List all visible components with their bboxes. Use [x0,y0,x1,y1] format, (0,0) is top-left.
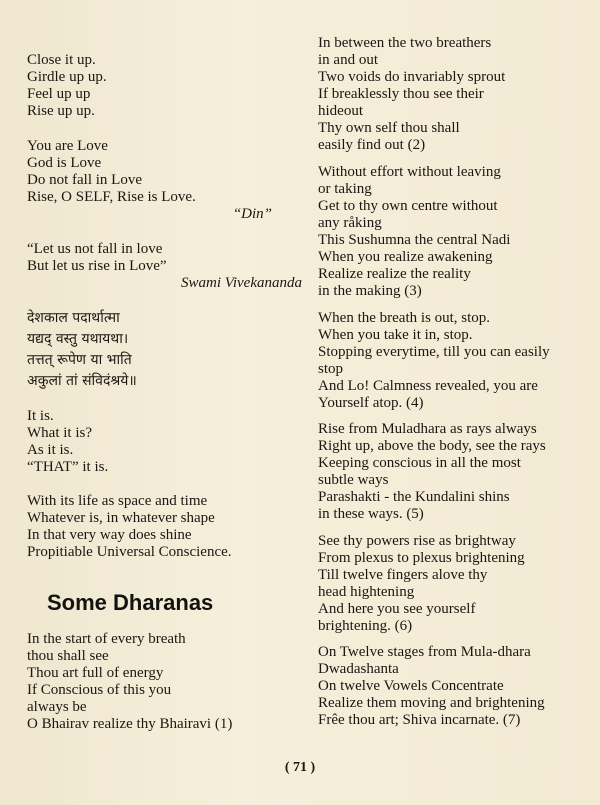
verse-line: any råking [318,215,382,231]
verse-line: Propitiable Universal Conscience. [27,544,232,560]
stanza-close-it-up [27,52,302,120]
verse-line: In the start of every breath [27,631,186,647]
verse-line: Rise, O SELF, Rise is Love. [27,189,196,205]
stanza-dharana-1 [27,631,302,733]
verse-line: Rise from Muladhara as rays always [318,421,537,437]
verse-line: Till twelve fingers alove thy [318,567,488,583]
verse-line: Girdle up up. [27,69,107,85]
verse-line: On Twelve stages from Mula-dhara [318,644,531,660]
verse-line: brightening. (6) [318,618,413,634]
verse-line: If Conscious of this you [27,682,172,698]
verse-line: in these ways. (5) [318,506,424,522]
verse-line: Stopping everytime, till you can easily [318,344,550,360]
verse-line: Get to thy own centre without [318,198,498,214]
verse-line: Frêe thou art; Shiva incarnate. (7) [318,712,521,728]
verse-line: Feel up up [27,86,91,102]
attribution-vivekananda: Swami Vivekananda [181,275,302,291]
section-heading: Some Dharanas [47,590,214,615]
verse-line: Rise up up. [27,103,95,119]
verse-line: But let us rise in Love” [27,258,167,274]
verse-line: And Lo! Calmness revealed, you are [318,378,538,394]
stanza-it-is [27,408,302,476]
stanza-dharana-5 [318,421,593,523]
verse-line: Two voids do invariably sprout [318,69,506,85]
verse-line: Close it up. [27,52,96,68]
verse-line: When the breath is out, stop. [318,310,491,326]
verse-line: What it is? [27,425,92,441]
verse-line: Without effort without leaving [318,164,501,180]
page-number: ( 71 ) [284,760,316,775]
verse-line: head hightening [318,584,415,600]
verse-line: When you take it in, stop. [318,327,473,343]
verse-line: Parashakti - the Kundalini shins [318,489,510,505]
verse-line: You are Love [27,138,108,154]
stanza-you-are-love [27,138,302,223]
stanza-dharana-6 [318,533,593,635]
verse-line: in the making (3) [318,283,422,299]
verse-line: hideout [318,103,363,119]
verse-line: or taking [318,181,372,197]
verse-line: Whatever is, in whatever shape [27,510,215,526]
verse-line: O Bhairav realize thy Bhairavi (1) [27,716,233,732]
verse-line: “Let us not fall in love [27,241,163,257]
stanza-dharana-7 [318,644,593,729]
sanskrit-line: यद्यद् वस्तु यथायथा। [27,331,129,347]
verse-line: Dwadashanta [318,661,399,677]
verse-line: Thy own self thou shall [318,120,460,136]
stanza-dharana-3 [318,164,593,300]
stanza-dharana-2 [318,35,593,154]
stanza-vivekananda-quote [27,241,302,292]
verse-line: thou shall see [27,648,109,664]
verse-line: Yourself atop. (4) [318,395,424,411]
verse-line: subtle ways [318,472,389,488]
verse-line: “THAT” it is. [27,459,109,475]
verse-line: In between the two breathers [318,35,492,51]
verse-line: When you realize awakening [318,249,493,265]
verse-line: easily find out (2) [318,137,426,153]
verse-line: As it is. [27,442,74,458]
stanza-life-as-space [27,493,302,561]
verse-line: Do not fall in Love [27,172,142,188]
verse-line: Right up, above the body, see the rays [318,438,546,454]
stanza-sanskrit [27,308,302,392]
attribution-din: “Din” [232,206,272,222]
verse-line: And here you see yourself [318,601,476,617]
verse-line: If breaklessly thou see their [318,86,484,102]
verse-line: On twelve Vowels Concentrate [318,678,504,694]
verse-line: Keeping conscious in all the most [318,455,521,471]
verse-line: Realize realize the reality [318,266,471,282]
verse-line: Realize them moving and brightening [318,695,545,711]
verse-line: Thou art full of energy [27,665,164,681]
sanskrit-line: तत्तत् रूपेण या भाति [27,352,132,368]
stanza-dharana-4 [318,310,593,412]
verse-line: in and out [318,52,378,68]
verse-line: See thy powers rise as brightway [318,533,516,549]
sanskrit-line: देशकाल पदार्थात्मा [27,310,120,326]
verse-line: God is Love [27,155,102,171]
verse-line: always be [27,699,87,715]
verse-line: With its life as space and time [27,493,208,509]
verse-line: In that very way does shine [27,527,192,543]
verse-line: stop [318,361,344,377]
verse-line: It is. [27,408,54,424]
verse-line: This Sushumna the central Nadi [318,232,511,248]
sanskrit-line: अकुलां तां संविदंश्रये॥ [27,373,137,389]
verse-line: From plexus to plexus brightening [318,550,525,566]
